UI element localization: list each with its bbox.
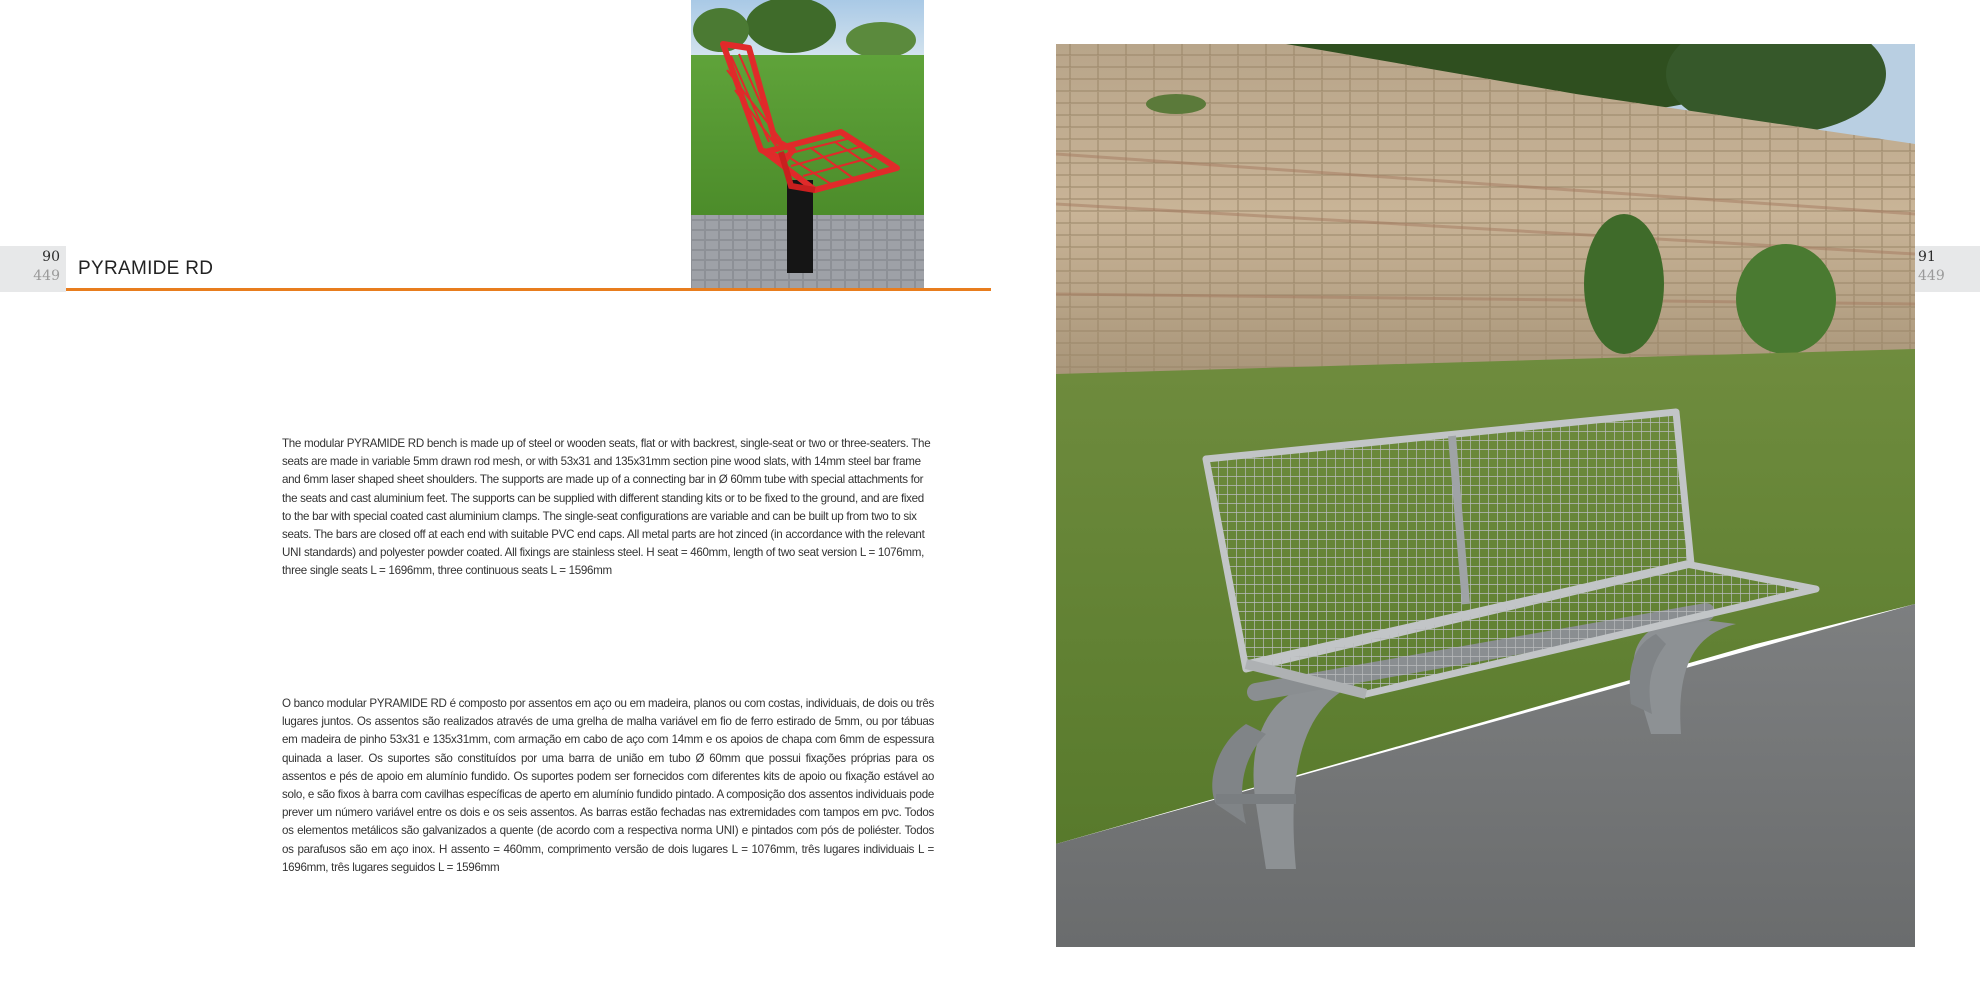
- description-english: The modular PYRAMIDE RD bench is made up of steel or wooden seats, flat or with backrest, single-seat or two or three-seaters. The seats are made in variable 5mm drawn rod mesh, or with 53x31 and 135x31mm section pine wood slats, with 14mm steel bar frame and 6mm laser shaped sheet shoulders. The supports are made up of a connecting bar in Ø 60mm tube with special attachments for the seats and cast aluminium feet. The supports can be supplied with different standing kits or to be fixed to the ground, and are fixed to the bar with special coated cast aluminium clamps. The single-seat configurations are variable and can be built up from two to six seats. The bars are closed off at each end with suitable PVC end caps. All metal parts are hot zinced (in accordance with the relevant UNI standards) and polyester powder coated. All fixings are stainless steel. H seat = 460mm, length of two seat version L = 1076mm, three single seats L = 1696mm, three continuous seats L = 1596mm: [282, 437, 931, 578]
- left-page-tab: [0, 246, 66, 292]
- left-page-total: 449: [33, 268, 60, 284]
- left-page-number: 90: [42, 249, 60, 265]
- right-page-tab: [1914, 246, 1980, 292]
- title-rule: [66, 288, 991, 291]
- thumbnail-photo: [691, 0, 924, 288]
- description-portuguese: O banco modular PYRAMIDE RD é composto por assentos em aço ou em madeira, planos ou com costas, individuais, de dois ou três lugares juntos. Os assentos são realizados através de uma grelha de malha variável em fio de ferro estirado de 5mm, ou por tábuas em madeira de pinho 53x31 e 135x31mm, com armação em cabo de aço com 14mm e os apoios de chapa com 6mm de espessura quinada a laser. Os suportes são constituídos por uma barra de união em tubo Ø 60mm que possui fixações próprias para os assentos e pés de apoio em alumínio fundido. Os suportes podem ser fornecidos com diferentes kits de apoio ou fixação estável ao solo, e são fixos à barra com cavilhas específicas de aperto em alumínio fundido pintado. A composição dos assentos individuais pode prever um número variável entre os dois e os seis assentos. As barras estão fechadas nas extremidades com tampos em pvc. Todos os elementos metálicos são galvanizados a quente (de acordo com a respectiva norma UNI) e pintados com pós de poliéster. Todos os parafusos são em aço inox. H assento = 460mm, comprimento versão de dois lugares L = 1076mm, três lugares individuais L = 1696mm, três lugares seguidos L = 1596mm: [282, 697, 934, 874]
- right-page-number: 91: [1918, 249, 1936, 265]
- product-title: PYRAMIDE RD: [78, 258, 214, 279]
- main-photo: [1056, 44, 1915, 947]
- right-page-total: 449: [1918, 268, 1945, 284]
